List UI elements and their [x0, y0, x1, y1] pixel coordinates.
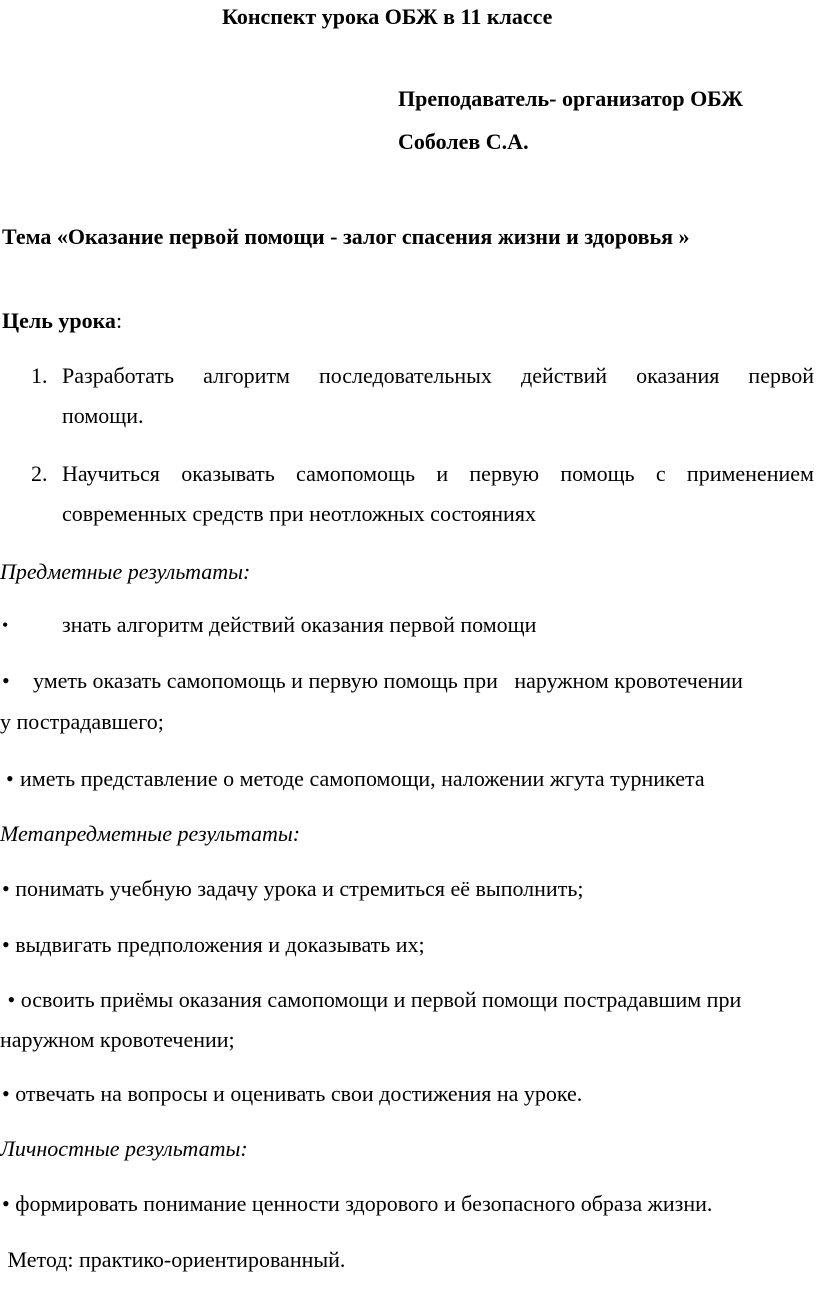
word: оказания — [636, 363, 720, 388]
word: применением — [686, 461, 814, 486]
lesson-topic: Тема «Оказание первой помощи - залог спасения жизни и здоровья » — [2, 224, 690, 249]
subject-result-2-bullet: • — [2, 668, 10, 693]
goal-item-2-line1 — [62, 463, 814, 485]
subject-result-1-text: знать алгоритм действий оказания первой помощи — [62, 612, 537, 637]
meta-result-1: • понимать учебную задачу урока и стремиться её выполнить; — [2, 876, 584, 901]
author-name: Соболев С.А. — [398, 129, 529, 154]
word: Научиться — [62, 461, 160, 486]
word: первую — [469, 461, 540, 486]
word: Разработать — [62, 363, 175, 388]
subject-result-3-text: иметь представление о методе самопомощи, наложении жгута турникета — [20, 766, 705, 791]
subject-result-2-text: уметь оказать самопомощь и первую помощь при наружном кровотечении — [33, 668, 743, 693]
word: с — [655, 461, 666, 486]
meta-result-2: • выдвигать предположения и доказывать их; — [2, 932, 425, 957]
goal-item-2-number: 2. — [31, 461, 48, 486]
word: алгоритм — [203, 363, 290, 388]
subject-results-heading: Предметные результаты: — [0, 559, 251, 584]
meta-result-4: • отвечать на вопросы и оценивать свои достижения на уроке. — [2, 1081, 583, 1106]
goal-heading-colon: : — [115, 308, 123, 333]
meta-result-3: • освоить приёмы оказания самопомощи и первой помощи пострадавшим при — [2, 987, 742, 1012]
goal-item-1-number: 1. — [31, 363, 48, 388]
subject-result-2-cont: у пострадавшего; — [0, 709, 164, 734]
word: последовательных — [318, 363, 492, 388]
word: действий — [521, 363, 608, 388]
goal-item-2-line2: современных средств при неотложных состояниях — [62, 501, 536, 526]
meta-result-3-cont: наружном кровотечении; — [0, 1027, 235, 1052]
lesson-method: Метод: практико-ориентированный. — [2, 1247, 346, 1272]
word: самопомощь — [296, 461, 416, 486]
goal-item-1-line1 — [62, 365, 814, 387]
word: оказывать — [181, 461, 275, 486]
personal-results-heading: Личностные результаты: — [0, 1136, 248, 1161]
goal-item-1-line2: помощи. — [62, 403, 144, 428]
word: и — [436, 461, 449, 486]
goal-heading — [2, 310, 122, 332]
subject-result-1-bullet: • — [2, 615, 9, 635]
goal-heading-label: Цель урока — [2, 308, 116, 333]
word: помощь — [560, 461, 635, 486]
document-title: Конспект урока ОБЖ в 11 классе — [222, 4, 553, 29]
author-role: Преподаватель- организатор ОБЖ — [398, 86, 743, 111]
word: первой — [748, 363, 814, 388]
subject-result-3-bullet: • — [6, 766, 14, 791]
meta-results-heading: Метапредметные результаты: — [0, 821, 301, 846]
personal-result-1: • формировать понимание ценности здорового и безопасного образа жизни. — [2, 1191, 713, 1216]
